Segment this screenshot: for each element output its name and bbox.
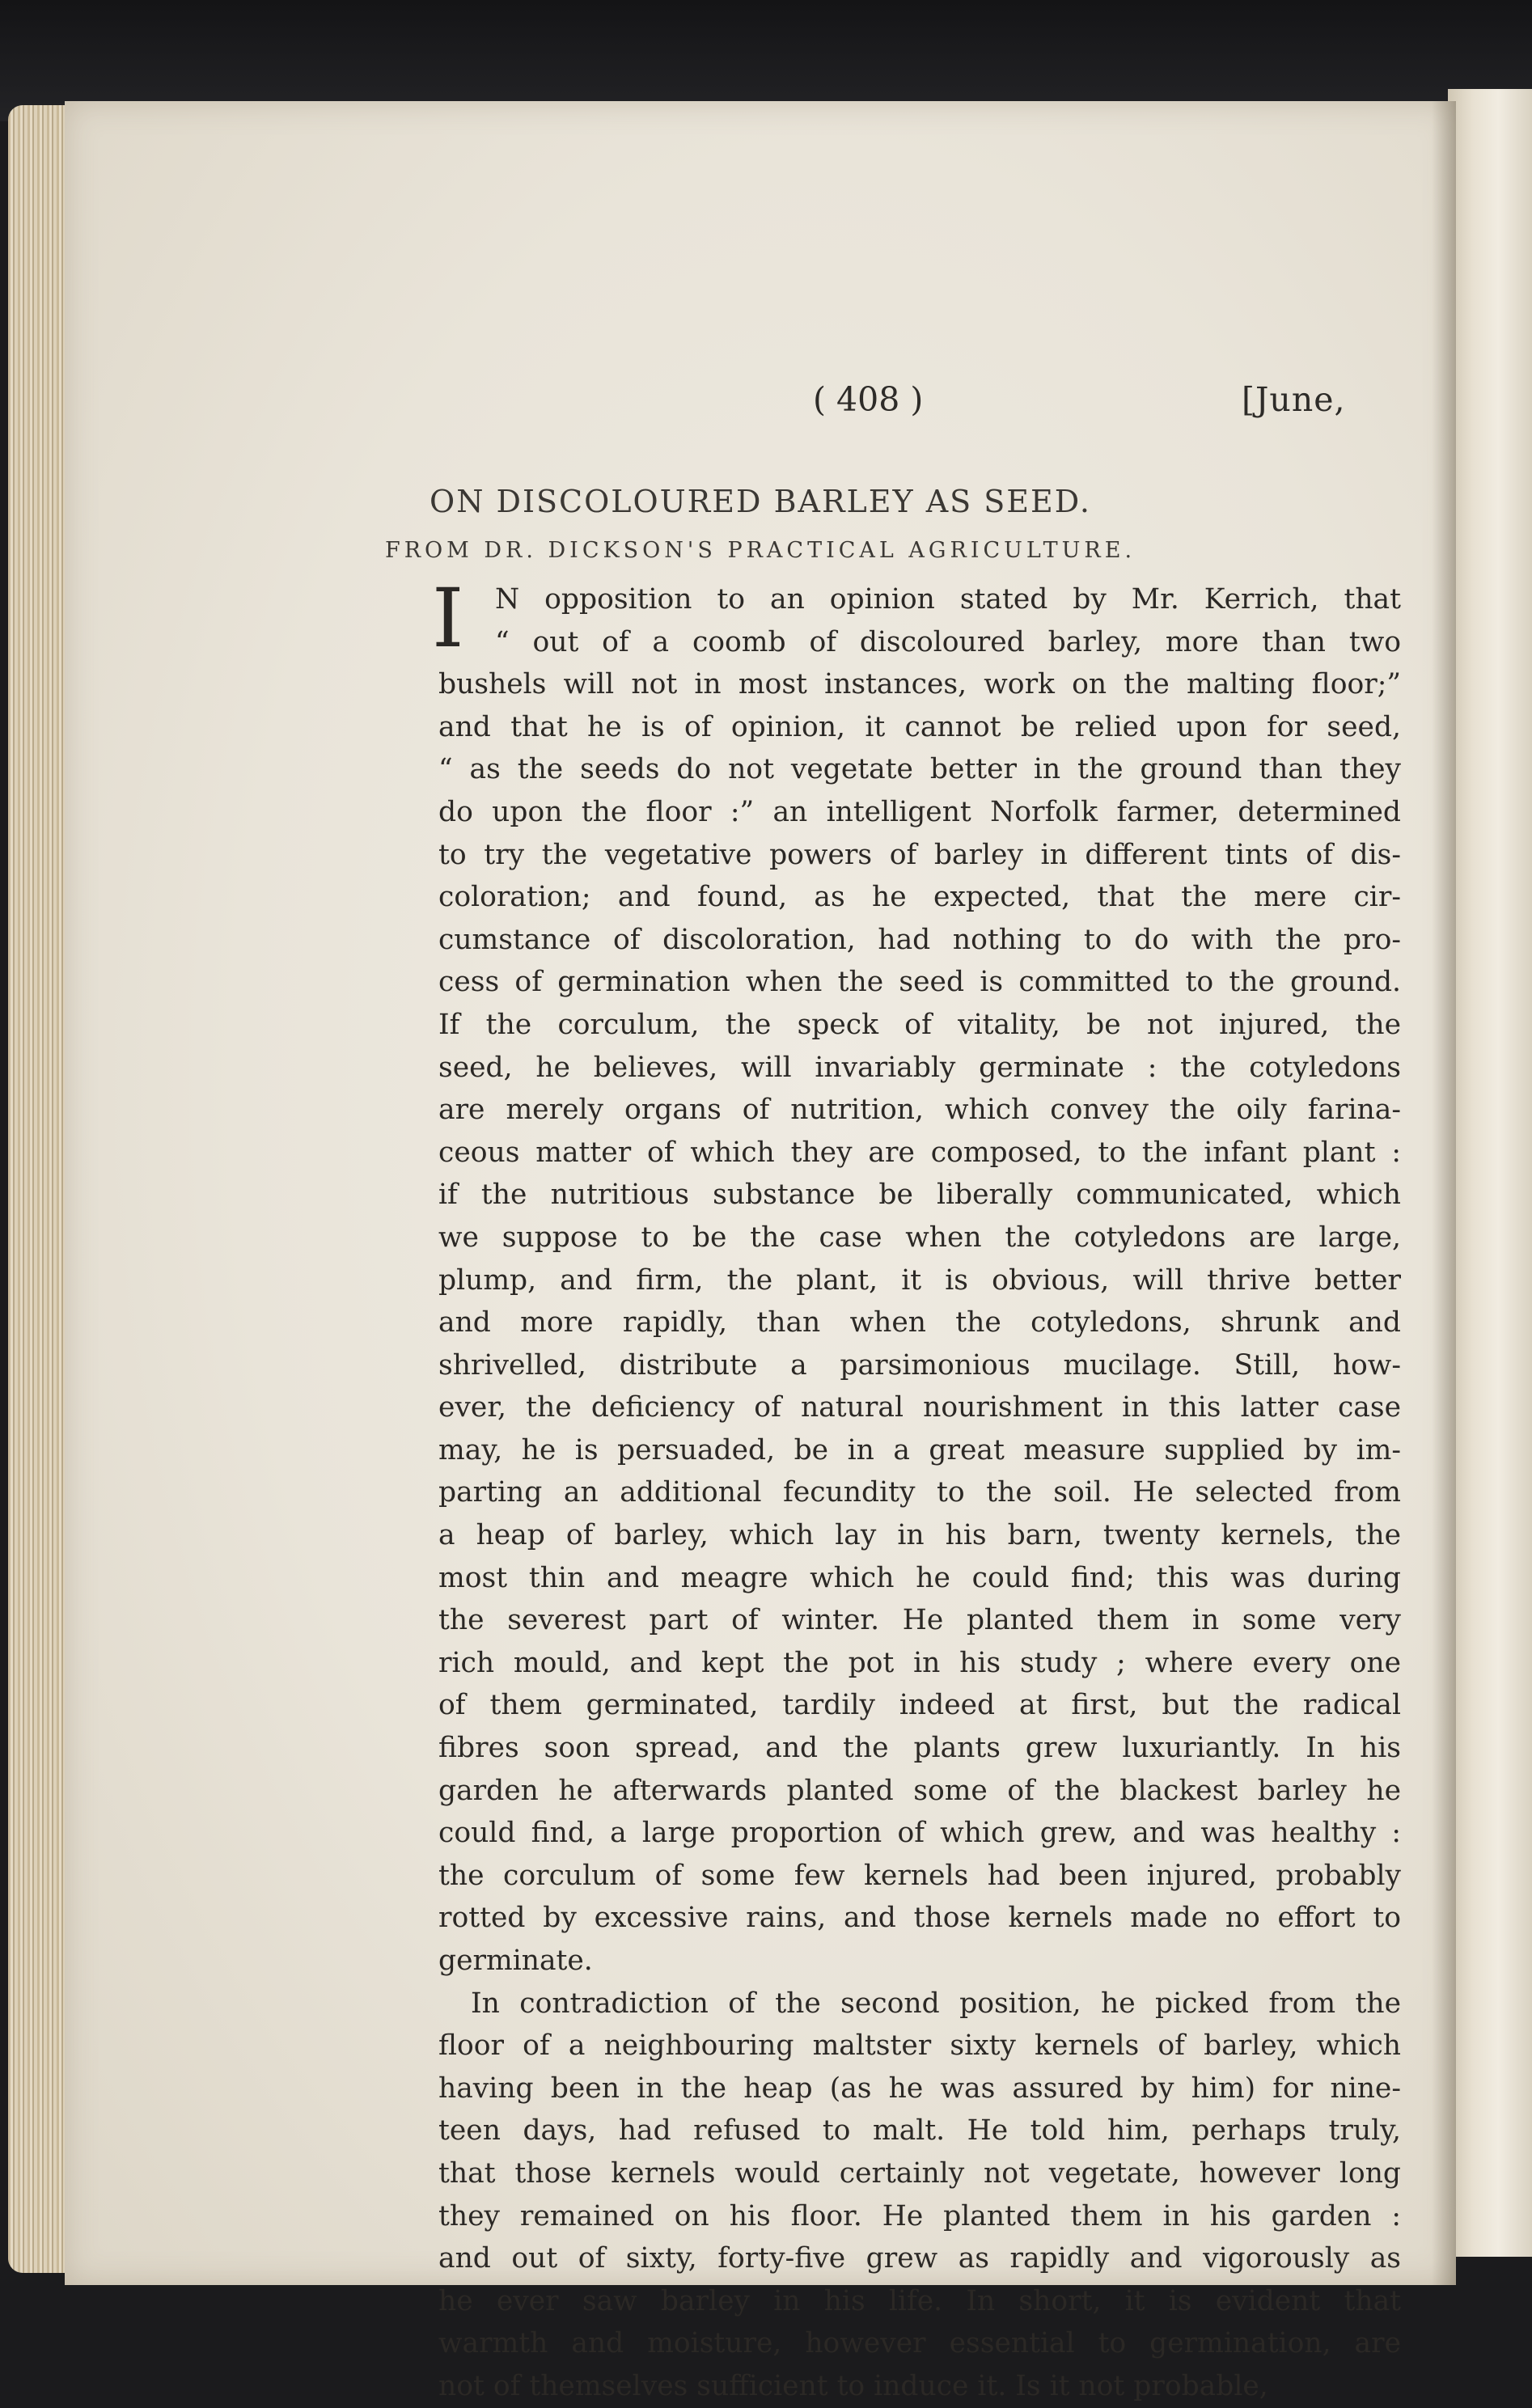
text-line: ceous matter of which they are composed, to the infant plant :	[438, 1136, 1401, 1169]
text-line: do upon the floor :” an intelligent Norfolk farmer, determined	[438, 795, 1401, 828]
text-line: bushels will not in most instances, work on the malting floor;”	[438, 668, 1401, 701]
running-head-month: [June,	[1242, 380, 1346, 419]
text-line: seed, he believes, will invariably germinate : the cotyledons	[438, 1051, 1401, 1084]
text-line: N opposition to an opinion stated by Mr. Kerrich, that	[495, 583, 1401, 616]
text-line: ever, the deficiency of natural nourishment in this latter case	[438, 1391, 1401, 1424]
text-line: most thin and meagre which he could find; this was during	[438, 1561, 1401, 1594]
text-line: and more rapidly, than when the cotyledons, shrunk and	[438, 1306, 1401, 1339]
text-line: the severest part of winter. He planted them in some very	[438, 1604, 1401, 1637]
text-line: we suppose to be the case when the cotyledons are large,	[438, 1221, 1401, 1254]
text-line: he ever saw barley in his life. In short, it is evident that	[438, 2284, 1401, 2317]
text-line: “ out of a coomb of discoloured barley, more than two	[495, 625, 1401, 658]
article-subtitle: FROM DR. DICKSON'S PRACTICAL AGRICULTURE.	[384, 538, 1136, 563]
text-line: having been in the heap (as he was assured by him) for nine-	[438, 2072, 1401, 2105]
running-head	[65, 380, 1456, 429]
text-line: cess of germination when the seed is committed to the ground.	[438, 966, 1401, 999]
text-line: a heap of barley, which lay in his barn, twenty kernels, the	[438, 1519, 1401, 1552]
page-gutter-shadow	[1432, 101, 1456, 2285]
text-line: garden he afterwards planted some of the blackest barley he	[438, 1774, 1401, 1807]
opposite-page-edge	[1448, 89, 1532, 2257]
text-line: plump, and firm, the plant, it is obvious, will thrive better	[438, 1263, 1401, 1297]
page-number: ( 408 )	[813, 380, 924, 419]
text-line: floor of a neighbouring maltster sixty kernels of barley, which	[438, 2029, 1401, 2063]
text-line: fibres soon spread, and the plants grew luxuriantly. In his	[438, 1732, 1401, 1765]
text-line: and out of sixty, forty-five grew as rapidly and vigorously as	[438, 2242, 1401, 2275]
text-line: If the corculum, the speck of vitality, be not injured, the	[438, 1008, 1401, 1041]
article-title: ON DISCOLOURED BARLEY AS SEED.	[430, 484, 1091, 519]
text-line: coloration; and found, as he expected, that the mere cir-	[438, 881, 1401, 914]
text-line: “ as the seeds do not vegetate better in the ground than they	[438, 753, 1401, 786]
text-line: and that he is of opinion, it cannot be relied upon for seed,	[438, 710, 1401, 743]
text-line: if the nutritious substance be liberally communicated, which	[438, 1179, 1401, 1212]
text-line: cumstance of discoloration, had nothing to do with the pro-	[438, 923, 1401, 956]
article-body	[432, 571, 1401, 2408]
text-line: warmth and moisture, however essential to germination, are	[438, 2327, 1401, 2360]
text-line: may, he is persuaded, be in a great measure supplied by im-	[438, 1433, 1401, 1466]
book-page	[65, 101, 1456, 2402]
text-line: the corculum of some few kernels had been injured, probably	[438, 1859, 1401, 1892]
text-line: shrivelled, distribute a parsimonious mucilage. Still, how-	[438, 1348, 1401, 1382]
text-line: parting an additional fecundity to the soil. He selected from	[438, 1476, 1401, 1509]
text-line: that those kernels would certainly not vegetate, however long	[438, 2156, 1401, 2190]
text-line: teen days, had refused to malt. He told him, perhaps truly,	[438, 2114, 1401, 2148]
text-line: could find, a large proportion of which grew, and was healthy :	[438, 1817, 1401, 1850]
text-line: In contradiction of the second position, he picked from the	[471, 1987, 1401, 2020]
text-line: rotted by excessive rains, and those kernels made no effort to	[438, 1902, 1401, 1935]
text-line: of them germinated, tardily indeed at first, but the radical	[438, 1689, 1401, 1722]
text-line: rich mould, and kept the pot in his study ; where every one	[438, 1646, 1401, 1679]
text-line: not of themselves sufficient to induce it. Is it not probable,	[438, 2369, 1268, 2402]
text-line: they remained on his floor. He planted them in his garden :	[438, 2199, 1401, 2232]
text-line: are merely organs of nutrition, which convey the oily farina-	[438, 1094, 1401, 1127]
text-line: to try the vegetative powers of barley in different tints of dis-	[438, 838, 1401, 871]
drop-cap: I	[432, 571, 464, 666]
text-line: germinate.	[438, 1945, 593, 1977]
